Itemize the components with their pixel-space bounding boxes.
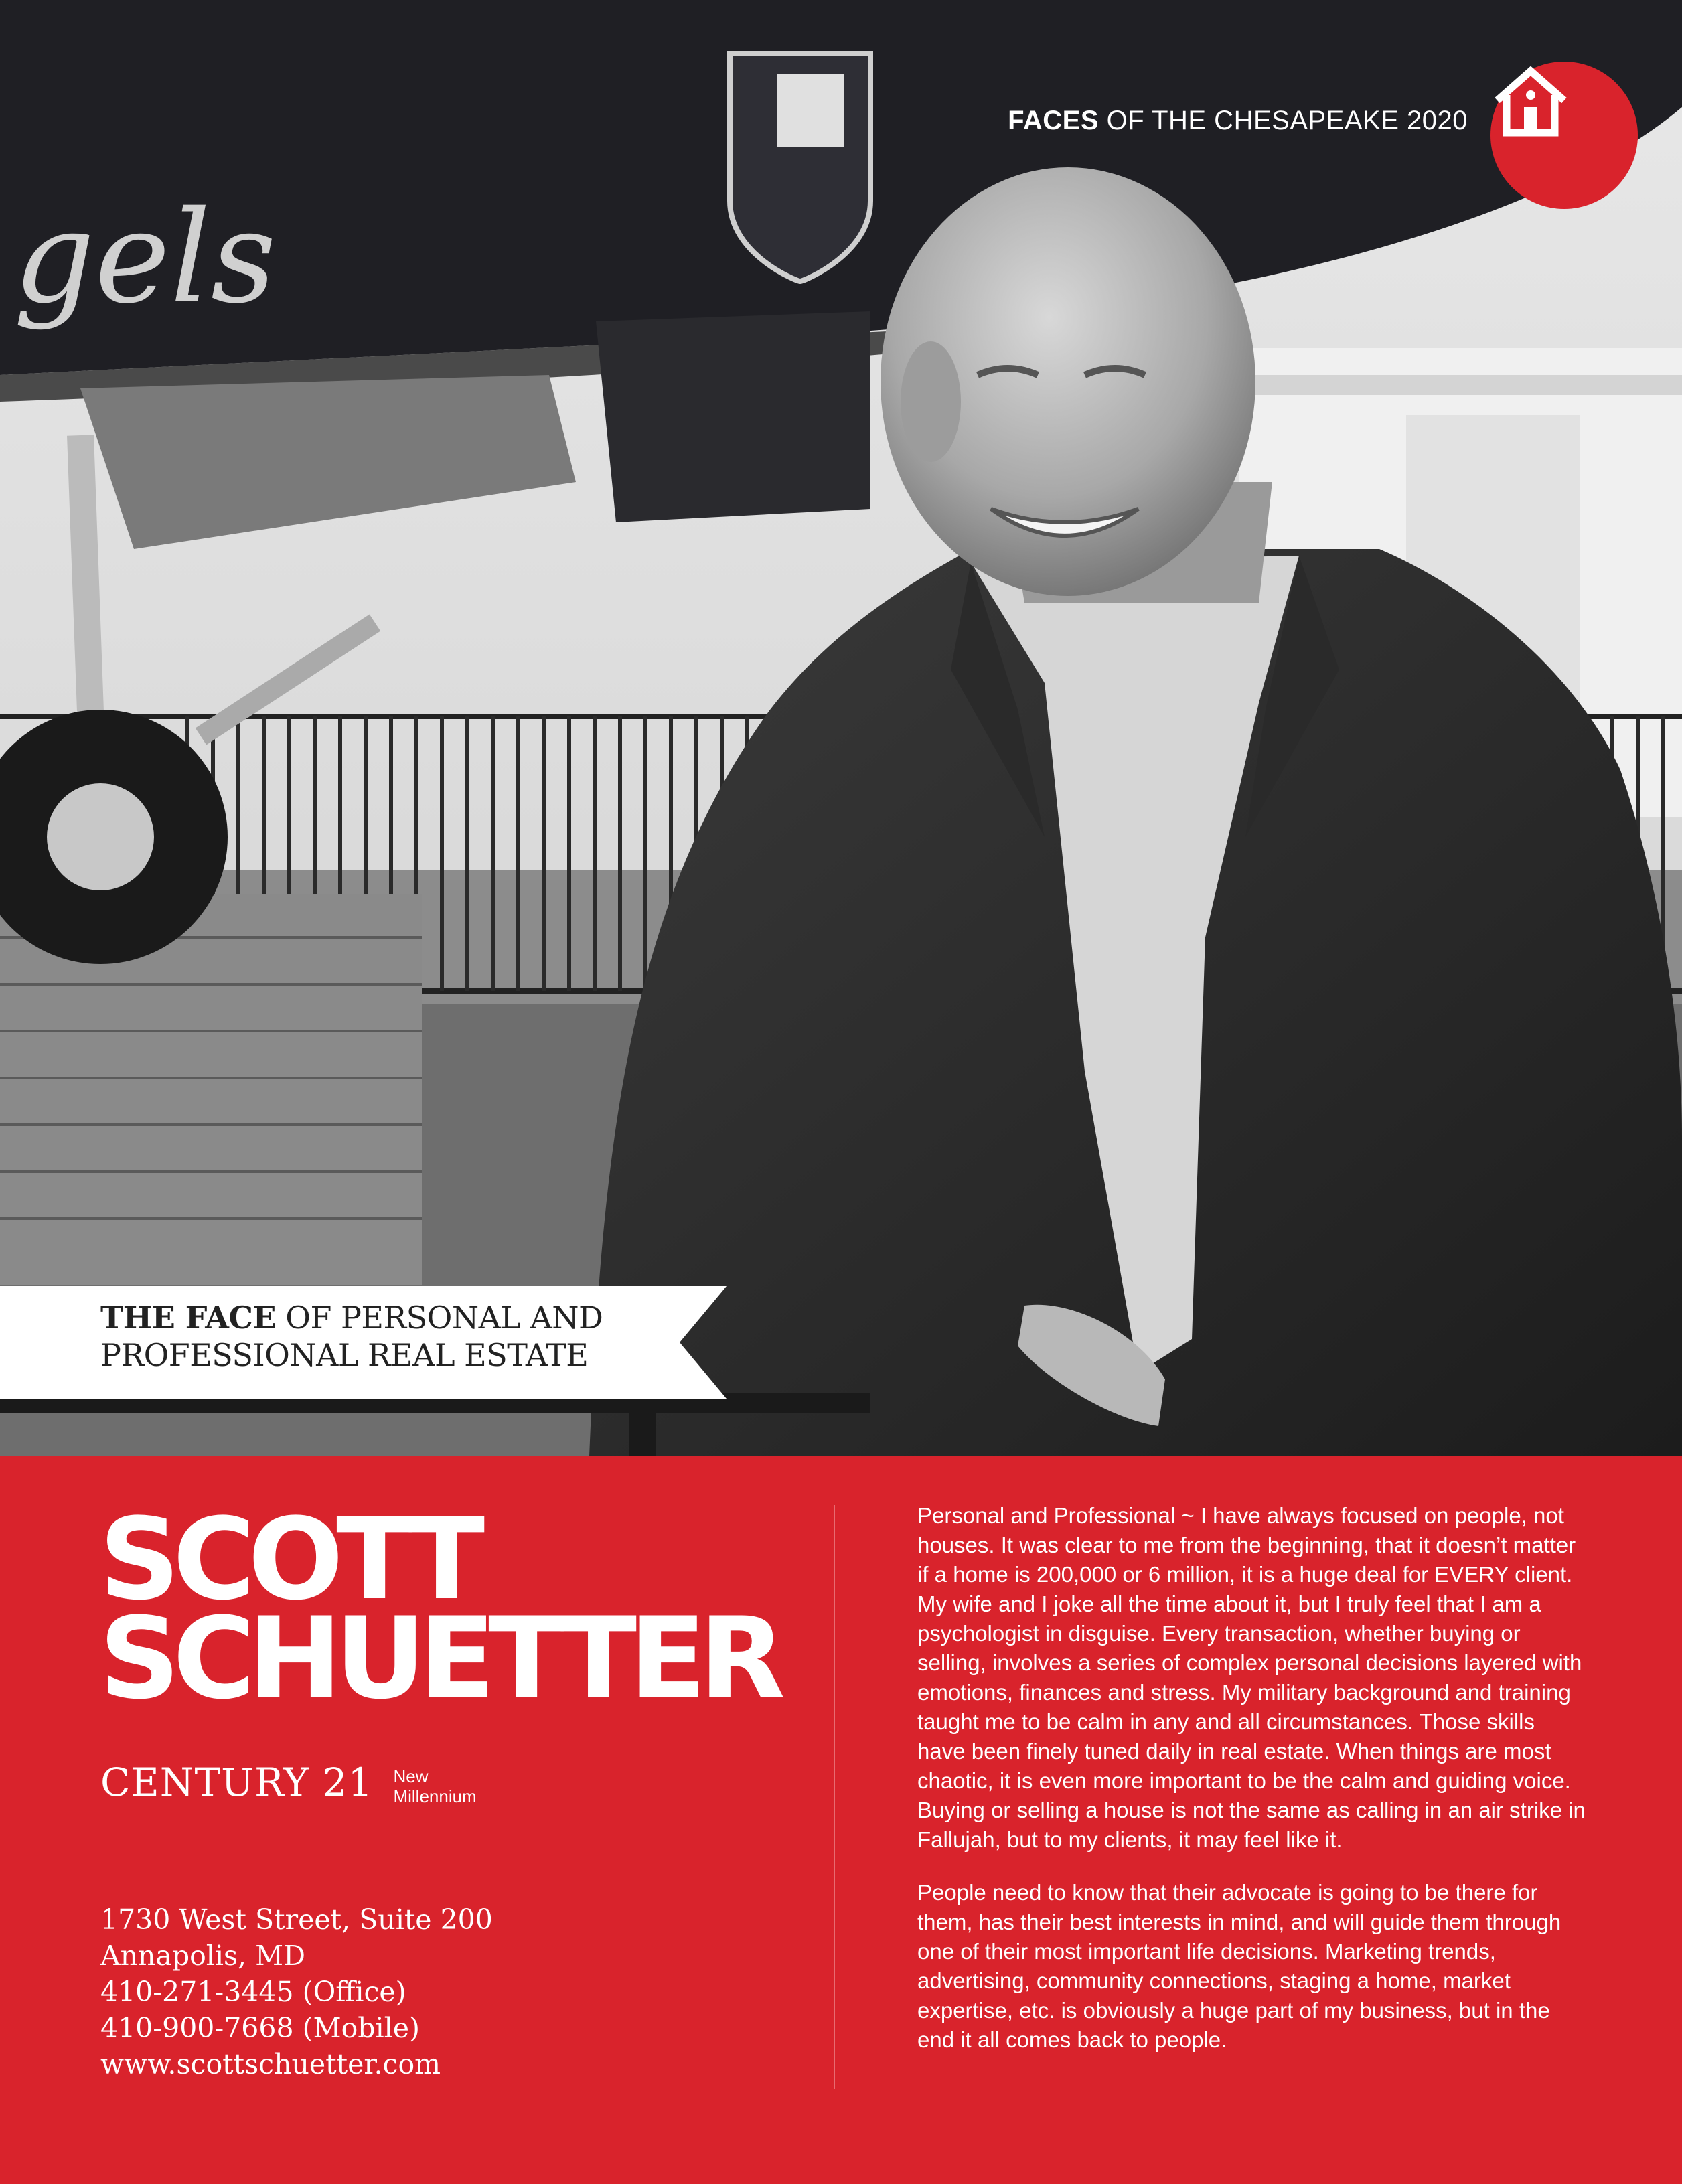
agent-name <box>99 1494 779 1724</box>
city-line: Annapolis, MD <box>100 1940 305 1972</box>
home-icon <box>1490 62 1571 142</box>
bio-text <box>917 1501 1587 2078</box>
tagline-line1: OF PERSONAL AND <box>276 1300 603 1336</box>
header-rest: OF THE CHESAPEAKE 2020 <box>1099 106 1468 135</box>
column-divider <box>834 1505 835 2089</box>
brokerage-office-line2: Millennium <box>393 1786 477 1806</box>
brokerage-office <box>393 1766 476 1806</box>
address-line: 1730 West Street, Suite 200 <box>100 1903 493 1936</box>
tagline-text <box>100 1299 703 1374</box>
brokerage-name: CENTURY 21 <box>100 1760 374 1805</box>
contact-info <box>100 1901 493 2082</box>
brokerage-logo <box>100 1760 477 1806</box>
publication-header <box>1008 106 1468 136</box>
header-bold: FACES <box>1008 106 1099 135</box>
home-badge <box>1490 62 1638 209</box>
svg-text:gels: gels <box>13 183 277 331</box>
office-phone[interactable]: 410-271-3445 (Office) <box>100 1976 406 2008</box>
mobile-phone[interactable]: 410-900-7668 (Mobile) <box>100 2012 420 2044</box>
website-link[interactable]: www.scottschuetter.com <box>100 2048 441 2080</box>
bio-paragraph-1: Personal and Professional ~ I have always focused on people, not houses. It was clear to me from the beginning, that it doesn’t matter if a home is 200,000 or 6 million, it is a huge deal for EVERY client. My wife and I joke all the time about it, but I truly feel that I am a psychologist in disguise. Every transaction, whether buying or selling, involves a series of complex personal decisions layered with emotions, finances and stress. My military background and training taught me to be calm in any and all circumstances. Those skills have been finely tuned daily in real estate. When things are most chaotic, it is even more important to be the calm and guiding voice. Buying or selling a house is not the same as calling in an air strike in Fallujah, but to my clients, it may feel like it. <box>917 1503 1586 1852</box>
brokerage-office-line1: New <box>393 1766 429 1786</box>
first-name: SCOTT <box>99 1494 478 1625</box>
bio-paragraph-2: People need to know that their advocate is going to be there for them, has their best interests in mind, and will guide them through one of their most important life decisions. Marketing trends, advertising, community connections, staging a home, market expertise, etc. is obviously a huge part of my business, but in the end it all comes back to people. <box>917 1880 1561 2052</box>
tagline-bold: THE FACE <box>100 1300 277 1336</box>
last-name: SCHUETTER <box>99 1593 779 1724</box>
tagline-line2: PROFESSIONAL REAL ESTATE <box>100 1337 589 1373</box>
